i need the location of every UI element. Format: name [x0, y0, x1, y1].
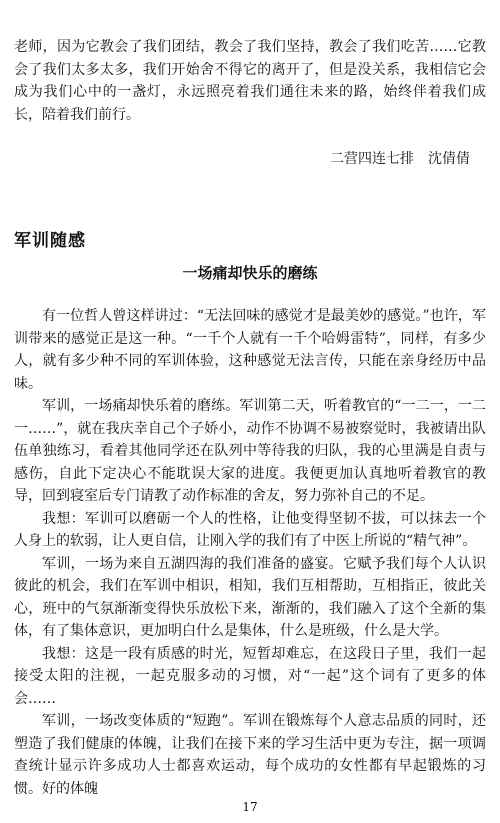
page-number: 17: [242, 800, 258, 814]
article-title: 一场痛却快乐的磨练: [182, 264, 318, 282]
intro-block: [14, 36, 486, 126]
body-paragraph: 有一位哲人曾这样讲过：“无法回味的感觉才是最美妙的感觉。”也许，军训带来的感觉正是这一种。“一千个人就有一千个哈姆雷特”，同样，有多少人，就有多少种不同的军训体验，这种感觉无法言传，只能在亲身经历中品味。: [14, 308, 486, 392]
body-paragraph: 军训，一场改变体质的“短跑”。军训在锻炼每个人意志品质的同时，还塑造了我们健康的体魄，让我们在接下来的学习生活中更为专注，据一项调查统计显示许多成功人士都喜欢运动，每个成功的女性都有早起锻炼的习惯。好的体魄: [14, 713, 486, 797]
body-paragraph: 我想：这是一段有质感的时光，短暂却难忘，在这段日子里，我们一起接受太阳的注视，一起克服多动的习惯，对“一起”这个词有了更多的体会……: [14, 645, 486, 707]
body-paragraph: 军训，一场痛却快乐着的磨练。军训第二天，听着教官的“一二一，一二一……”，就在我庆幸自己个子娇小，动作不协调不易被察觉时，我被请出队伍单独练习，看着其他同学还在队列中等待我的归队，我的心里满是自责与感伤，自此下定决心不能耽误大家的进度。我便更加认真地听着教官的教导，回到寝室后专门请教了动作标准的舍友，努力弥补自己的不足。: [14, 398, 486, 504]
intro-paragraph: 老师，因为它教会了我们团结，教会了我们坚持，教会了我们吃苦……它教会了我们太多太多，我们开始舍不得它的离开了，但是没关系，我相信它会成为我们心中的一盏灯，永远照亮着我们通往未来的路，始终伴着我们成长，陪着我们前行。: [14, 39, 486, 123]
article-body: [14, 305, 486, 800]
section-heading: 军训随感: [14, 231, 86, 251]
body-paragraph: 军训，一场为来自五湖四海的我们准备的盛宴。它赋予我们每个人认识彼此的机会，我们在军训中相识，相知，我们互相帮助，互相指正，彼此关心，班中的气氛渐渐变得快乐放松下来，渐渐的，我们融入了这个全新的集体，有了集体意识，更加明白什么是集体，什么是班级，什么是大学。: [14, 555, 486, 639]
author-signature: 二营四连七排 沈倩倩: [330, 151, 470, 167]
body-paragraph: 我想：军训可以磨砺一个人的性格，让他变得坚韧不拔，可以抹去一个人身上的软弱，让人更自信，让刚入学的我们有了中医上所说的“精气神”。: [14, 510, 486, 549]
